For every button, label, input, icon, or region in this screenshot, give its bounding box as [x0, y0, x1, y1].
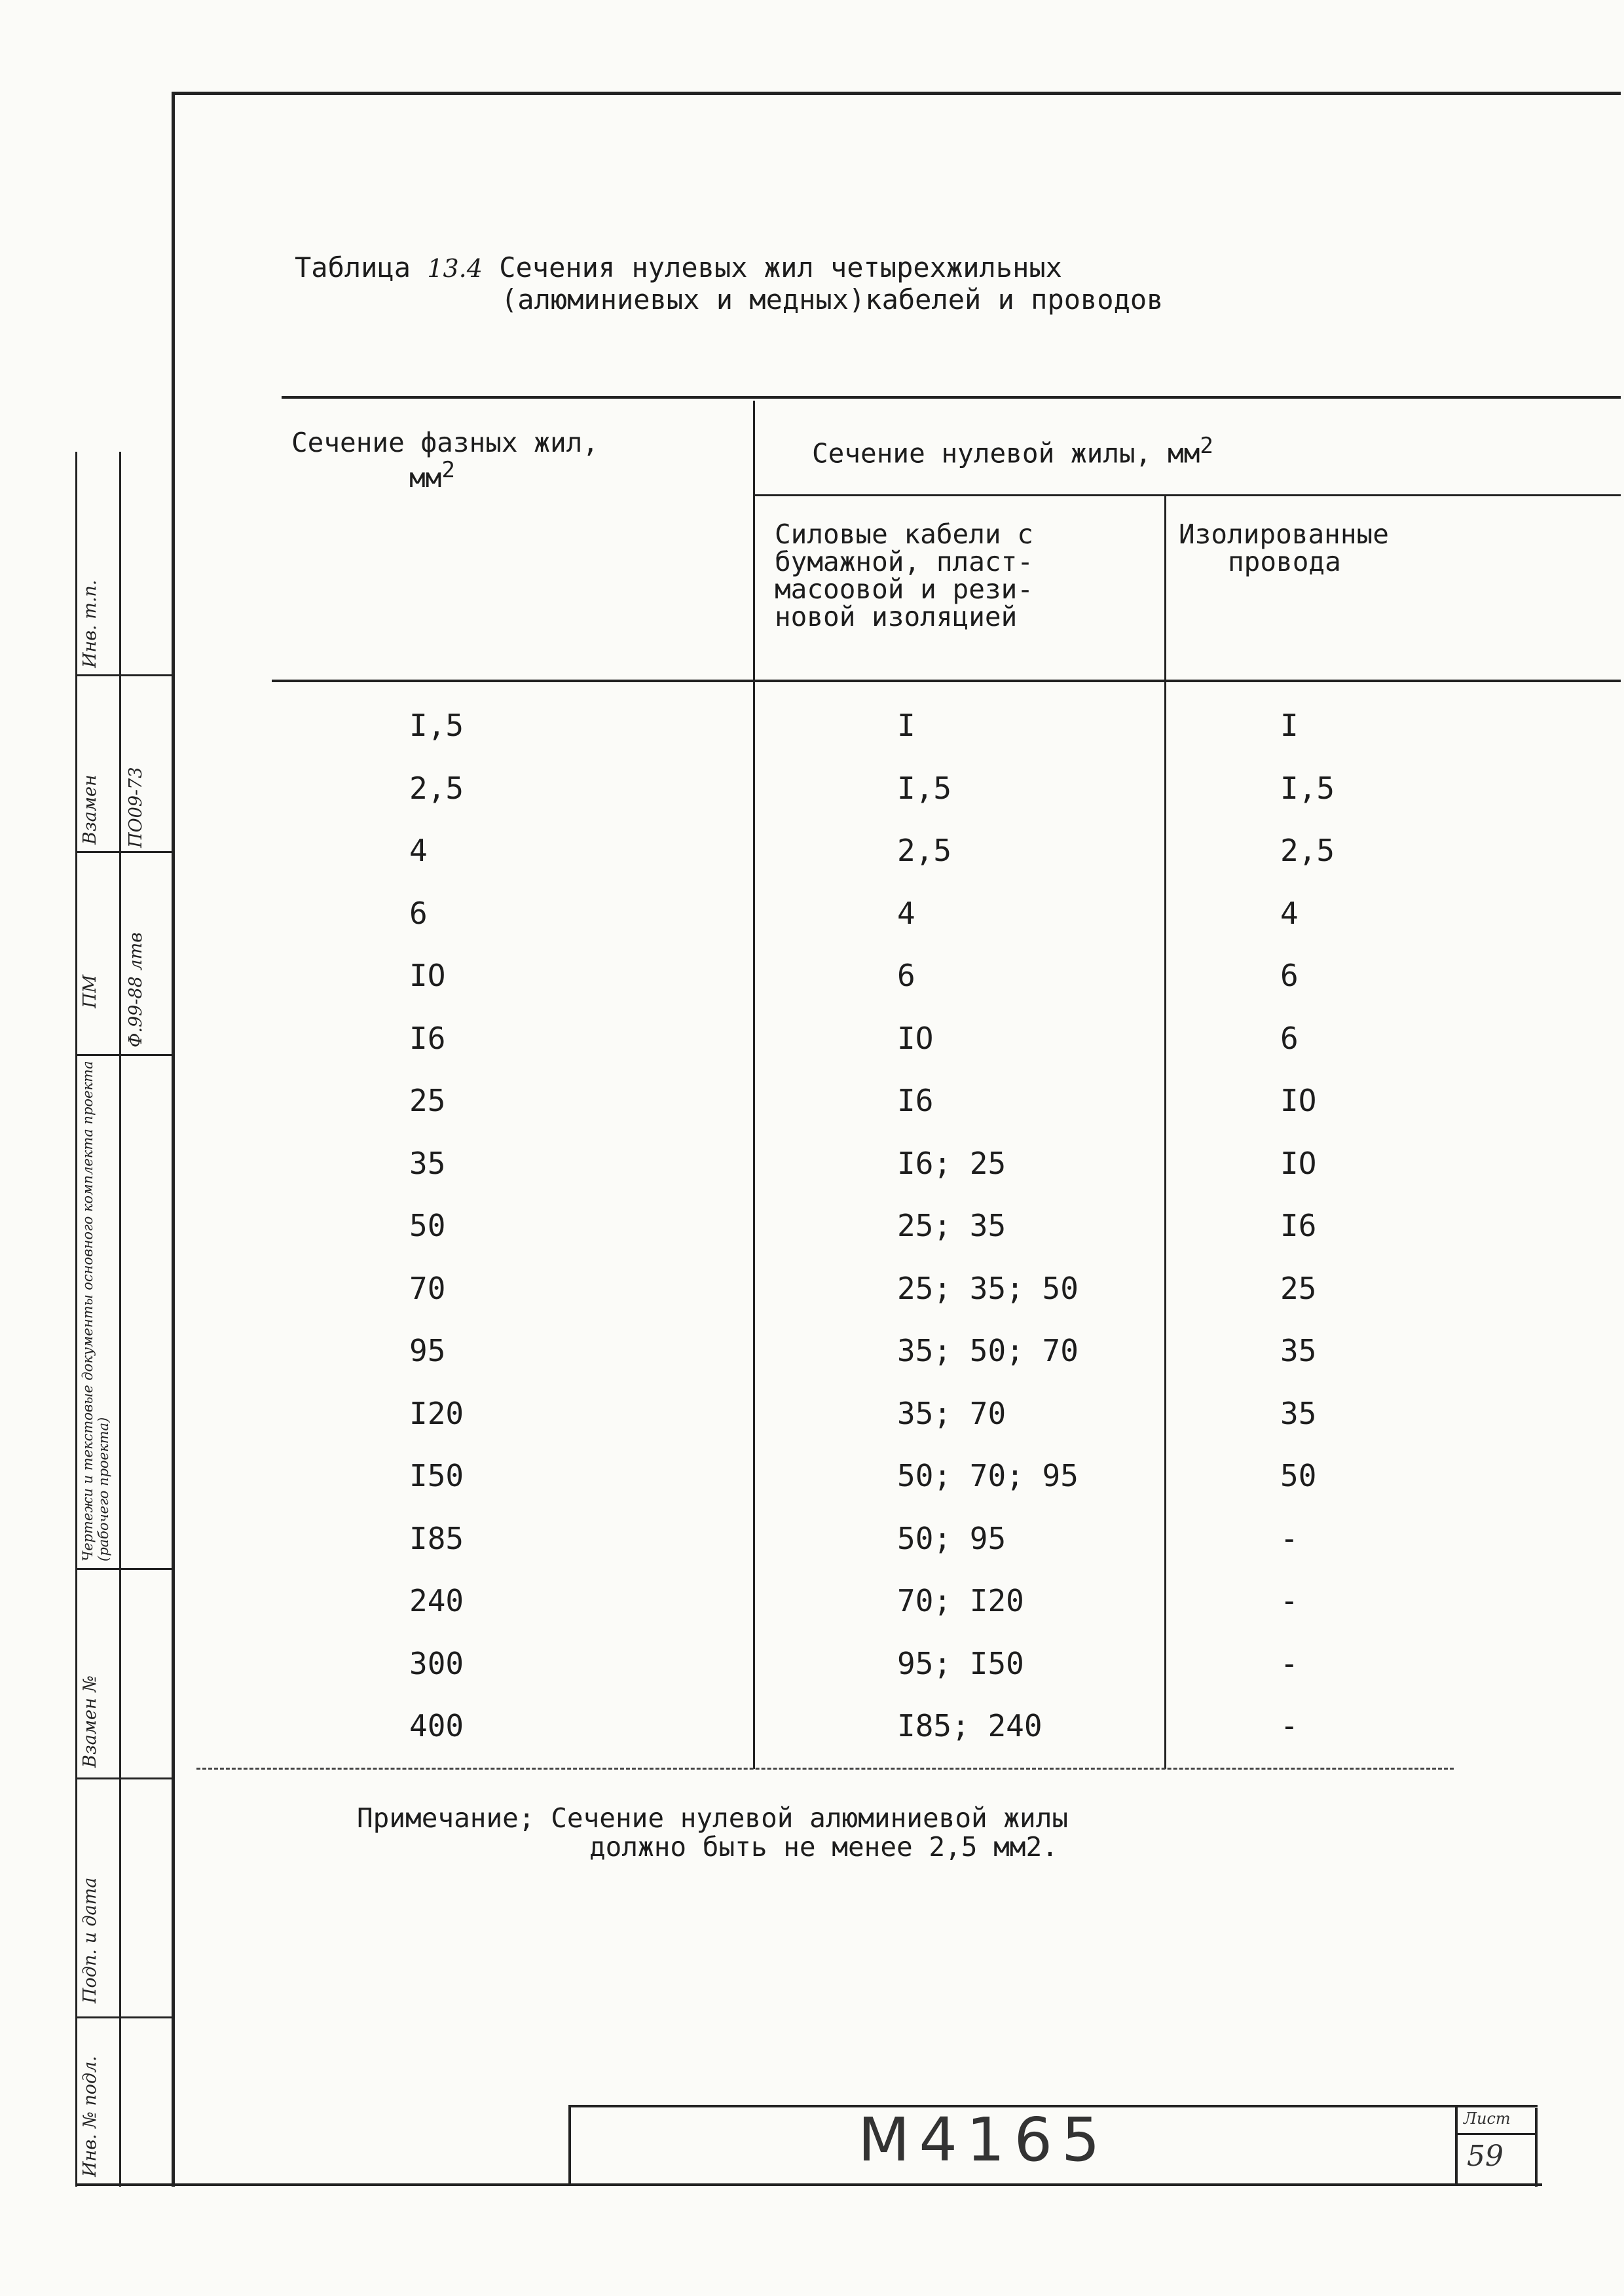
cell-phase: I6 [409, 1021, 446, 1056]
col-divider-1 [753, 401, 755, 1769]
table-note [357, 1804, 1068, 1861]
cell-cable: 6 [897, 958, 915, 993]
cell-wire: 35 [1280, 1333, 1317, 1368]
cell-cable: 95; I50 [897, 1646, 1024, 1681]
cell-wire: - [1280, 1708, 1299, 1743]
note-line2: должно быть не менее 2,5 мм2. [589, 1831, 1058, 1863]
col-divider-2 [1164, 496, 1166, 1769]
stamp-code-1: Ф.99-88 лтв [126, 932, 146, 1048]
col-header-wire-line1: Изолированные [1179, 519, 1389, 550]
cell-phase: 4 [409, 833, 428, 868]
stamp-replacement: Взамен № [80, 1675, 100, 1768]
col-header-cable-line2: бумажной, пласт- [775, 546, 1033, 577]
caption-number: 13.4 [427, 254, 483, 283]
stamp-inv-original: Инв. № подл. [80, 2056, 100, 2177]
caption-line1: Сечения нулевых жил четырехжильных [499, 251, 1062, 283]
col-header-cable-line1: Силовые кабели с [775, 519, 1033, 550]
cell-cable: I6; 25 [897, 1146, 1006, 1181]
cell-wire: 2,5 [1280, 833, 1335, 868]
cell-cable: 25; 35 [897, 1208, 1006, 1243]
group-header-text: Сечение нулевой жилы, мм [812, 437, 1200, 469]
col-header-cable-line3: масоовой и рези- [775, 574, 1033, 605]
stamp-inv-tp: Инв. т.п. [80, 579, 100, 668]
cell-phase: 35 [409, 1146, 446, 1181]
cell-cable: 50; 70; 95 [897, 1458, 1079, 1493]
table-bottom-rule [196, 1768, 1454, 1770]
cell-phase: I50 [409, 1458, 464, 1493]
cell-wire: 4 [1280, 896, 1299, 931]
cell-cable: I [897, 708, 915, 743]
cell-phase: 50 [409, 1208, 446, 1243]
col-header-phase-sup: 2 [441, 457, 455, 483]
cell-wire: 25 [1280, 1271, 1317, 1306]
cell-cable: 2,5 [897, 833, 952, 868]
cell-cable: I6 [897, 1083, 934, 1118]
cell-cable: 25; 35; 50 [897, 1271, 1079, 1306]
stamp-outer-left-line [75, 452, 77, 2187]
col-header-phase-unit: мм [409, 462, 442, 494]
stamp-divider-5 [75, 1777, 174, 1779]
frame-top-line [174, 92, 1621, 95]
cell-wire: 6 [1280, 1021, 1299, 1056]
cell-phase: I85 [409, 1521, 464, 1556]
table-caption [295, 252, 1163, 316]
cell-phase: I,5 [409, 708, 464, 743]
cell-wire: - [1280, 1521, 1299, 1556]
title-block-sheet-divider [1455, 2105, 1458, 2185]
group-header-rule [755, 494, 1621, 496]
cell-phase: 25 [409, 1083, 446, 1118]
sheet-number: 59 [1467, 2140, 1504, 2173]
cell-cable: 50; 95 [897, 1521, 1006, 1556]
caption-line2: (алюминиевых и медных)кабелей и проводов [501, 283, 1164, 316]
stamp-divider-4 [75, 1568, 174, 1570]
col-header-wire [1179, 520, 1545, 575]
cell-cable: 35; 50; 70 [897, 1333, 1079, 1368]
caption-prefix: Таблица [295, 251, 411, 283]
document-code: М4165 [858, 2105, 1109, 2175]
stamp-documents: Чертежи и текстовые документы основного комплекта проекта (рабочего проекта) [80, 1061, 111, 1561]
cell-phase: 70 [409, 1271, 446, 1306]
frame-bottom-line [75, 2183, 1542, 2186]
group-header-neutral [812, 432, 1213, 467]
note-label: Примечание; [357, 1802, 535, 1834]
stamp-signature-date: Подп. и дата [80, 1877, 100, 2003]
cell-wire: - [1280, 1646, 1299, 1681]
cell-cable: 35; 70 [897, 1396, 1006, 1431]
stamp-divider-6 [75, 2016, 174, 2018]
title-block-left-line [568, 2105, 571, 2185]
cell-phase: 95 [409, 1333, 446, 1368]
col-header-wire-line2: провода [1228, 546, 1341, 577]
cell-cable: I85; 240 [897, 1708, 1043, 1743]
cell-wire: 35 [1280, 1396, 1317, 1431]
group-header-sup: 2 [1200, 433, 1213, 459]
table-top-rule [282, 396, 1621, 399]
cell-wire: IO [1280, 1083, 1317, 1118]
cell-phase: I20 [409, 1396, 464, 1431]
cell-cable: 70; I20 [897, 1583, 1024, 1618]
cell-wire: 50 [1280, 1458, 1317, 1493]
stamp-zamen: Взамен [80, 774, 100, 845]
cell-wire: I,5 [1280, 771, 1335, 806]
cell-cable: 4 [897, 896, 915, 931]
col-header-phase-line1: Сечение фазных жил, [291, 427, 599, 458]
cell-cable: I,5 [897, 771, 952, 806]
cell-phase: IO [409, 958, 446, 993]
stamp-divider-1 [75, 674, 174, 676]
frame-right-line [1535, 2108, 1538, 2187]
cell-wire: I [1280, 708, 1299, 743]
cell-phase: 6 [409, 896, 428, 931]
stamp-mid-line [119, 452, 121, 2187]
col-header-phase [291, 429, 724, 492]
header-bottom-rule [272, 680, 1621, 682]
cell-wire: - [1280, 1583, 1299, 1618]
cell-wire: 6 [1280, 958, 1299, 993]
stamp-code-2: ПО09-73 [126, 767, 146, 848]
stamp-pm: ПМ [80, 974, 100, 1008]
cell-phase: 300 [409, 1646, 464, 1681]
col-header-cable-line4: новой изоляцией [775, 601, 1018, 632]
title-block-sheet-line [1455, 2133, 1536, 2135]
col-header-cable [775, 520, 1154, 630]
cell-phase: 400 [409, 1708, 464, 1743]
frame-left-line [172, 92, 175, 2187]
stamp-divider-2 [75, 851, 174, 853]
cell-phase: 240 [409, 1583, 464, 1618]
cell-cable: IO [897, 1021, 934, 1056]
sheet-label: Лист [1464, 2109, 1511, 2128]
cell-wire: IO [1280, 1146, 1317, 1181]
note-line1: Сечение нулевой алюминиевой жилы [551, 1802, 1069, 1834]
cell-phase: 2,5 [409, 771, 464, 806]
cell-wire: I6 [1280, 1208, 1317, 1243]
